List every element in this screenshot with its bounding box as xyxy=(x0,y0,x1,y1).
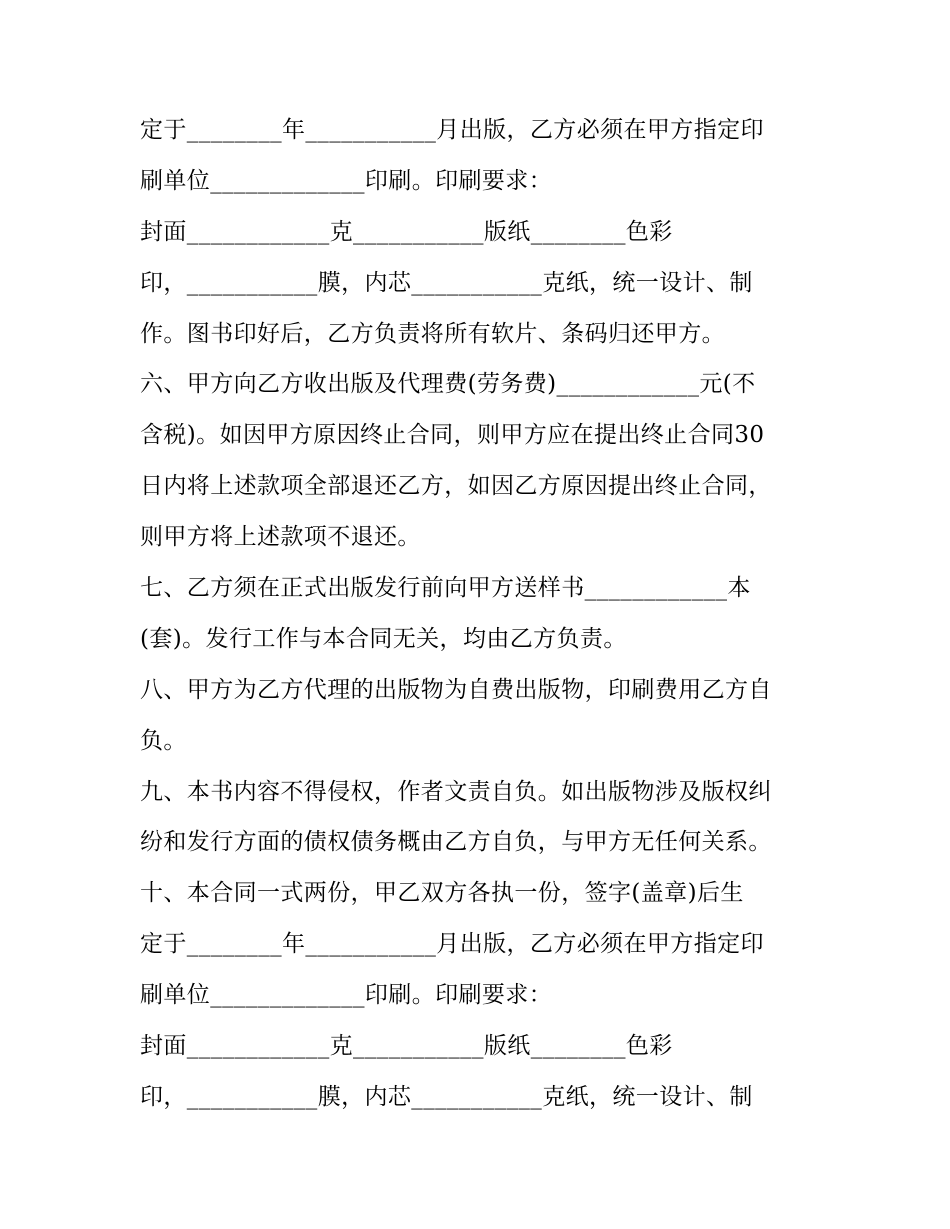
clause-7-line-2: (套)。发行工作与本合同无关，均由乙方负责。 xyxy=(140,625,627,652)
document-body xyxy=(140,107,820,1125)
text-line-3: 封面____________克___________版纸________色彩 xyxy=(140,218,673,245)
clause-6-line-1: 六、甲方向乙方收出版及代理费(劳务费)____________元(不 xyxy=(140,371,756,398)
clause-6-line-3: 日内将上述款项全部退还乙方，如因乙方原因提出终止合同， xyxy=(140,473,772,500)
text-line-17: 定于________年___________月出版，乙方必须在甲方指定印 xyxy=(140,931,764,958)
text-line-2: 刷单位_____________印刷。印刷要求： xyxy=(140,167,553,194)
clause-10-line-1: 十、本合同一式两份，甲乙双方各执一份，签字(盖章)后生 xyxy=(140,880,744,907)
text-line-20: 印，___________膜，内芯___________克纸，统一设计、制 xyxy=(140,1083,753,1110)
clause-6-line-2: 含税)。如因甲方原因终止合同，则甲方应在提出终止合同30 xyxy=(140,422,765,449)
text-line-5: 作。图书印好后，乙方负责将所有软片、条码归还甲方。 xyxy=(140,320,725,347)
clause-9-line-1: 九、本书内容不得侵权，作者文责自负。如出版物涉及版权纠 xyxy=(140,778,772,805)
text-line-4: 印，___________膜，内芯___________克纸，统一设计、制 xyxy=(140,269,753,296)
clause-7-line-1: 七、乙方须在正式出版发行前向甲方送样书____________本 xyxy=(140,575,751,602)
text-line-19: 封面____________克___________版纸________色彩 xyxy=(140,1033,673,1060)
clause-6-line-4: 则甲方将上述款项不退还。 xyxy=(140,524,421,551)
clause-8-line-2: 负。 xyxy=(140,727,187,754)
text-line-18: 刷单位_____________印刷。印刷要求： xyxy=(140,982,553,1009)
clause-9-line-2: 纷和发行方面的债权债务概由乙方自负，与甲方无任何关系。 xyxy=(140,829,772,856)
text-line-1: 定于________年___________月出版，乙方必须在甲方指定印 xyxy=(140,117,764,143)
clause-8-line-1: 八、甲方为乙方代理的出版物为自费出版物，印刷费用乙方自 xyxy=(140,676,772,703)
